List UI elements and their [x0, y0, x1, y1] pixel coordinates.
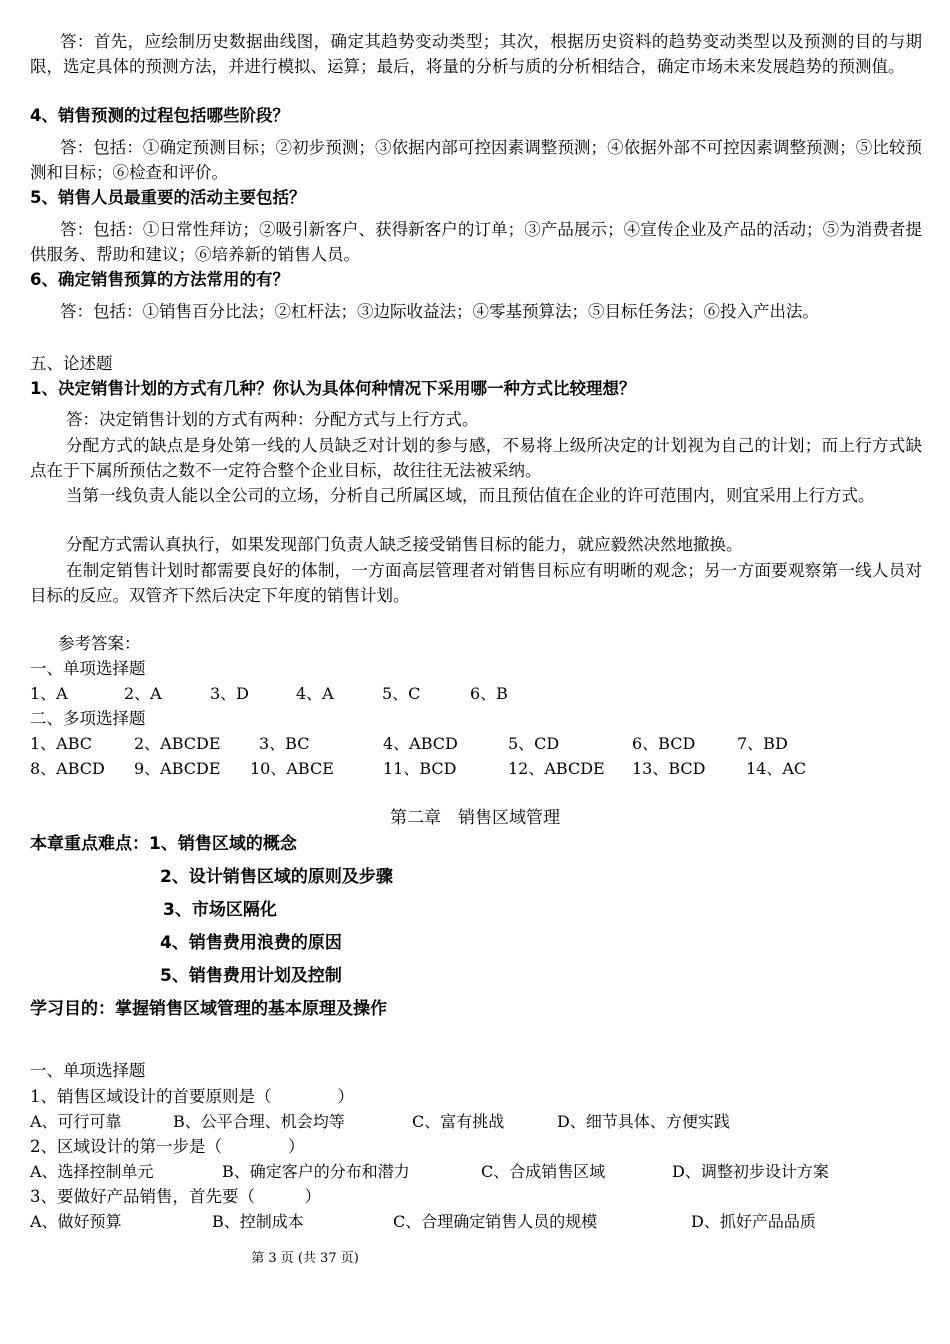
question-4: 4、销售预测的过程包括哪些阶段？: [30, 106, 289, 125]
ch2-question-1: 1、销售区域设计的首要原则是（ ）: [30, 1087, 354, 1106]
answer-item: 2、A: [124, 684, 162, 703]
learning-goal: 学习目的：掌握销售区域管理的基本原理及操作: [30, 999, 387, 1019]
option-b: B、公平合理、机会均等: [173, 1112, 345, 1131]
answer-item: 2、ABCDE: [134, 734, 221, 753]
answer-item: 6、B: [470, 684, 508, 703]
answers-multi-heading: 二、多项选择题: [30, 709, 146, 728]
option-b: B、确定客户的分布和潜力: [222, 1162, 410, 1181]
answer-item: 13、BCD: [632, 759, 706, 778]
answers-single-heading: 一、单项选择题: [30, 659, 146, 678]
option-d: D、抓好产品品质: [691, 1212, 816, 1231]
answer-item: 1、ABC: [30, 734, 93, 753]
page-number: 第 3 页 (共 37 页): [251, 1251, 359, 1266]
answer-item: 8、ABCD: [30, 759, 105, 778]
answer-item: 1、A: [30, 684, 68, 703]
essay-paragraph-4: 分配方式需认真执行，如果发现部门负责人缺乏接受销售目标的能力，就应毅然决然地撤换。: [66, 535, 743, 554]
answer-item: 4、ABCD: [383, 734, 458, 753]
option-c: C、富有挑战: [412, 1112, 505, 1131]
essay-paragraph-5: 在制定销售计划时都需要良好的体制，一方面高层管理者对销售目标应有明晰的观念；另一方面要观察第一线人员对目标的反应。双管齐下然后决定下年度的销售计划。: [30, 561, 922, 605]
option-a: A、选择控制单元: [30, 1162, 154, 1181]
essay-paragraph-2: 分配方式的缺点是身处第一线的人员缺乏对计划的参与感，不易将上级所决定的计划视为自己的计划；而上行方式缺点在于下属所预估之数不一定符合整个企业目标，故往往无法被采纳。: [30, 436, 922, 480]
option-a: A、可行可靠: [30, 1112, 122, 1131]
answer-item: 3、BC: [259, 734, 310, 753]
answer-5: 答：包括：①日常性拜访；②吸引新客户、获得新客户的订单；③产品展示；④宣传企业及产品的活动；⑤为消费者提供服务、帮助和建议；⑥培养新的销售人员。: [30, 220, 922, 264]
answer-item: 5、CD: [508, 734, 560, 753]
answer-item: 3、D: [210, 684, 250, 703]
answer-item: 11、BCD: [383, 759, 457, 778]
question-5: 5、销售人员最重要的活动主要包括？: [30, 188, 306, 207]
focus-item: 4、销售费用浪费的原因: [160, 933, 342, 953]
ch2-single-heading: 一、单项选择题: [30, 1061, 146, 1080]
option-c: C、合理确定销售人员的规模: [393, 1212, 598, 1231]
option-b: B、控制成本: [212, 1212, 304, 1231]
focus-item: 1、销售区域的概念: [149, 834, 297, 854]
option-a: A、做好预算: [30, 1212, 122, 1231]
answer-item: 12、ABCDE: [508, 759, 605, 778]
answer-4: 答：包括：①确定预测目标；②初步预测；③依据内部可控因素调整预测；④依据外部不可控因素调整预测；⑤比较预测和目标；⑥检查和评价。: [30, 138, 922, 182]
ch2-question-3: 3、要做好产品销售，首先要（ ）: [30, 1187, 321, 1206]
question-6: 6、确定销售预算的方法常用的有？: [30, 270, 289, 289]
answer-item: 14、AC: [746, 759, 807, 778]
option-c: C、合成销售区域: [481, 1162, 606, 1181]
chapter-title: 第二章 销售区域管理: [390, 808, 560, 828]
focus-item: 3、市场区隔化: [163, 900, 277, 920]
answer-6: 答：包括：①销售百分比法；②杠杆法；③边际收益法；④零基预算法；⑤目标任务法；⑥投入产出法。: [60, 302, 819, 321]
essay-paragraph-3: 当第一线负责人能以全公司的立场，分析自己所属区域，而且预估值在企业的许可范围内，则宜采用上行方式。: [66, 486, 875, 505]
answer-3: 答：首先，应绘制历史数据曲线图，确定其趋势变动类型；其次，根据历史资料的趋势变动类型以及预测的目的与期限，选定具体的预测方法，并进行模拟、运算；最后，将量的分析与质的分析相结合，确定市场未来发展趋势的预测值。: [30, 32, 922, 76]
answer-item: 10、ABCE: [250, 759, 334, 778]
focus-item: 5、销售费用计划及控制: [160, 966, 342, 986]
essay-question-1: 1、决定销售计划的方式有几种？你认为具体何种情况下采用哪一种方式比较理想？: [30, 379, 636, 398]
answer-item: 5、C: [382, 684, 421, 703]
option-d: D、调整初步设计方案: [672, 1162, 829, 1181]
essay-heading: 五、论述题: [30, 354, 113, 373]
answer-item: 6、BCD: [632, 734, 696, 753]
option-d: D、细节具体、方便实践: [557, 1112, 730, 1131]
focus-item: 2、设计销售区域的原则及步骤: [160, 867, 393, 887]
answers-heading: 参考答案：: [58, 634, 141, 653]
answer-item: 9、ABCDE: [134, 759, 221, 778]
essay-paragraph-1: 答：决定销售计划的方式有两种：分配方式与上行方式。: [66, 410, 479, 429]
answer-item: 4、A: [296, 684, 334, 703]
focus-label: 本章重点难点：1、销售区域的概念: [30, 834, 297, 854]
ch2-question-2: 2、区域设计的第一步是（ ）: [30, 1137, 305, 1156]
answer-item: 7、BD: [737, 734, 788, 753]
